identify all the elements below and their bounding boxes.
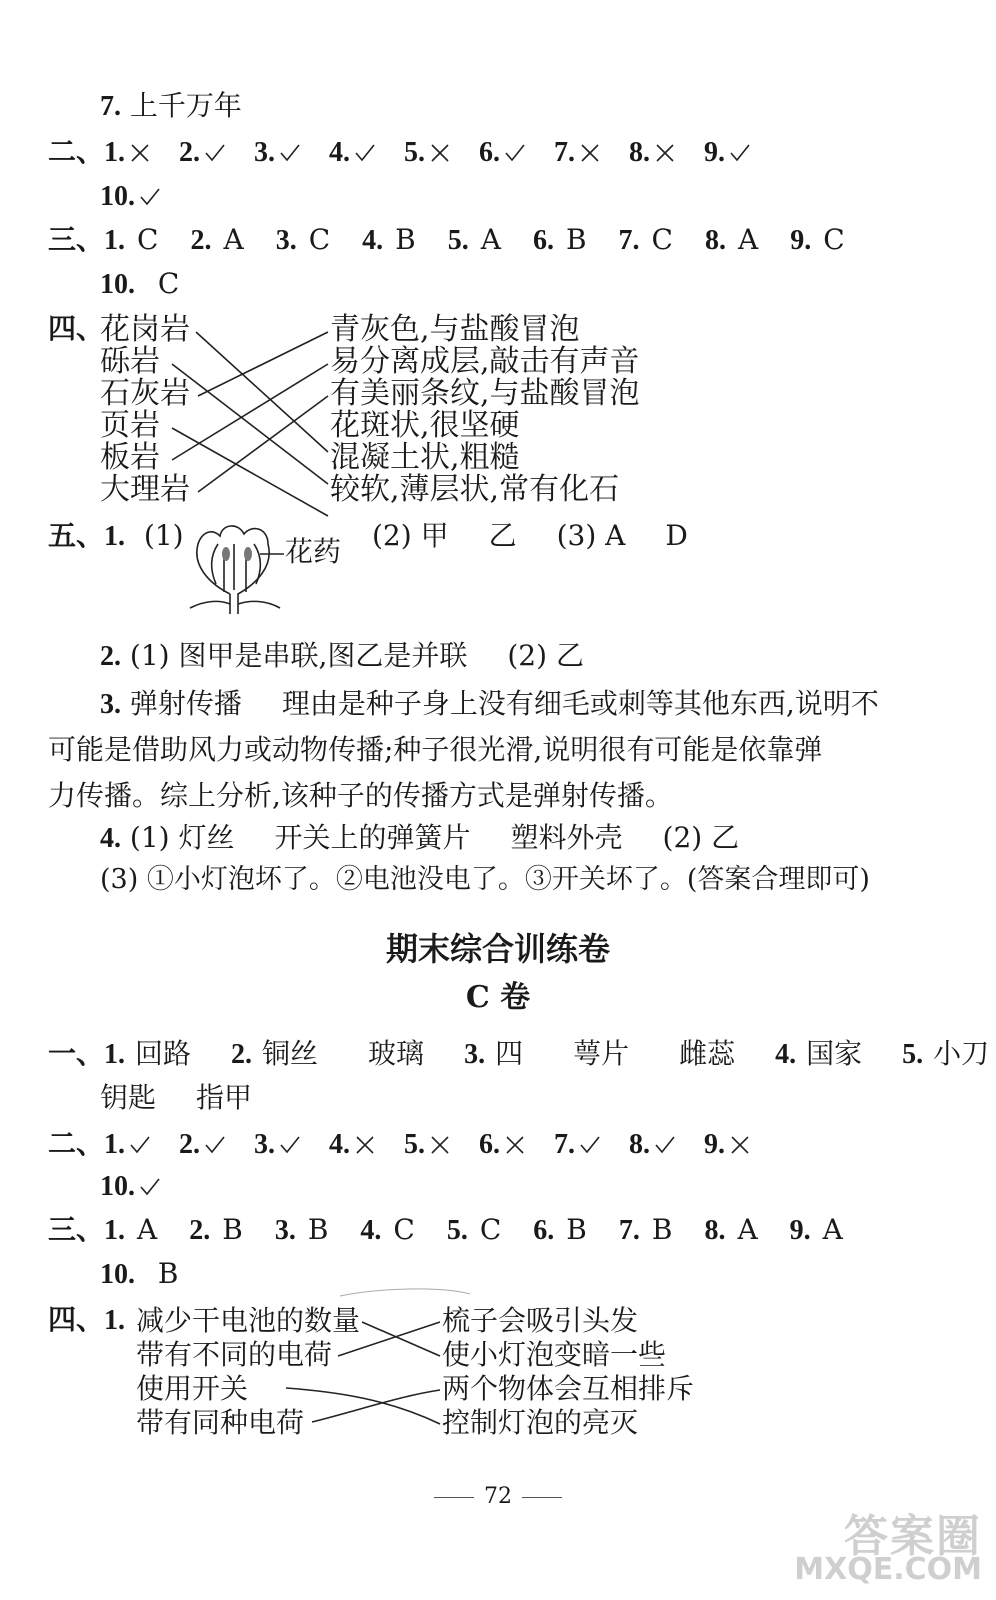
item-number: 7. <box>554 137 576 168</box>
exam-subtitle: C 卷 <box>465 980 531 1015</box>
choice-answer: B <box>222 1213 243 1246</box>
fill-answer: 铜丝 <box>262 1037 319 1070</box>
page-number: 72 <box>0 1484 996 1509</box>
watermark-logo: 答案圈 MXQE.COM <box>794 1511 982 1587</box>
item-number: 2. <box>179 137 201 168</box>
answer-text: 上千万年 <box>129 89 242 122</box>
fill-answer: 玻璃 <box>368 1037 425 1070</box>
choice-answer: A <box>223 223 244 256</box>
section-5-q4-line2: (3) ①小灯泡坏了。②电池没电了。③开关坏了。(答案合理即可) <box>100 864 870 895</box>
section-label: 四、 <box>48 314 105 345</box>
item-number: 9. <box>704 1129 726 1160</box>
effect-item: 两个物体会互相排斥 <box>442 1372 695 1405</box>
item-number: 3. <box>464 1039 486 1070</box>
item-number: 5. <box>404 1129 426 1160</box>
item-number: 1. <box>104 1039 126 1070</box>
item-number: 9. <box>704 137 726 168</box>
section-5-q2: 2. (1) 图甲是串联,图乙是并联 (2) 乙 <box>100 639 584 672</box>
fill-answer: 雌蕊 <box>679 1037 736 1070</box>
choice-answer: A <box>737 1213 758 1246</box>
choice-answer: A <box>137 1213 158 1246</box>
item-number: 4. <box>362 225 384 256</box>
choice-answer: B <box>395 223 416 256</box>
item-number: 3. <box>275 225 297 256</box>
choice-answer: C <box>651 223 673 256</box>
match-line <box>362 1322 440 1356</box>
cause-item: 带有同种电荷 <box>136 1406 305 1439</box>
cause-item: 使用开关 <box>136 1372 249 1405</box>
match-line <box>338 1322 440 1356</box>
item-number: 1. <box>104 137 126 168</box>
section-5-q3-line2: 可能是借助风力或动物传播;种子很光滑,说明很有可能是依靠弹 <box>48 733 823 766</box>
section-5-q1: 五、1. (1) <box>48 519 184 552</box>
section-label: 二、 <box>48 1129 105 1160</box>
rock-item: 石灰岩 <box>100 376 190 411</box>
item-number: 4. <box>329 1129 351 1160</box>
effect-item: 控制灯泡的亮灭 <box>442 1406 639 1439</box>
answer-line-7: 7. 上千万年 <box>100 89 242 122</box>
fill-answer: 国家 <box>806 1037 863 1070</box>
choice-answer: A <box>737 223 759 256</box>
fill-answer: 萼片 <box>573 1037 630 1070</box>
item-number: 9. <box>789 1215 811 1246</box>
item-number: 7. <box>554 1129 576 1160</box>
exam-title: 期末综合训练卷 <box>385 930 610 968</box>
section-5-q3-line1: 3. 弹射传播 理由是种子身上没有细毛或刺等其他东西,说明不 <box>100 687 879 720</box>
choice-answer: C <box>393 1213 415 1246</box>
choice-answer: A <box>480 223 501 256</box>
item-number: 7. <box>618 1215 640 1246</box>
choice-answer: B <box>566 1213 587 1246</box>
exam-section-3-last: 10. B <box>100 1257 179 1290</box>
choice-answer: A <box>822 1213 843 1246</box>
item-number: 5. <box>404 137 426 168</box>
item-number: 3. <box>274 1215 296 1246</box>
item-number: 2. <box>231 1039 253 1070</box>
section-label: 五、 <box>48 521 105 552</box>
section-3-last: 10. C <box>100 267 180 300</box>
rock-item: 板岩 <box>100 440 160 475</box>
rock-item: 砾岩 <box>100 344 160 379</box>
fill-answer: 四 <box>495 1037 524 1070</box>
item-number: 6. <box>479 1129 501 1160</box>
exam-section-1-line2: 钥匙 指甲 <box>100 1081 253 1114</box>
item-number: 2. <box>179 1129 201 1160</box>
exam-section-4-label: 四、1. <box>48 1305 126 1336</box>
section-label: 三、 <box>48 1215 105 1246</box>
item-number: 1. <box>104 225 126 256</box>
section-5-q3-line3: 力传播。综上分析,该种子的传播方式是弹射传播。 <box>48 779 673 812</box>
feature-item: 易分离成层,敲击有声音 <box>330 344 640 379</box>
exam-section-2-last: 10. <box>100 1168 167 1205</box>
item-number: 3. <box>254 1129 276 1160</box>
choice-answer: B <box>307 1213 329 1246</box>
item-number: 2. <box>190 225 212 256</box>
feature-item: 有美丽条纹,与盐酸冒泡 <box>330 376 640 411</box>
item-number: 6. <box>533 1215 555 1246</box>
rock-item: 花岗岩 <box>100 312 190 347</box>
feature-item: 青灰色,与盐酸冒泡 <box>330 312 580 347</box>
feature-item: 混凝土状,粗糙 <box>330 440 520 475</box>
choice-answer: C <box>479 1213 502 1246</box>
section-label: 三、 <box>48 225 105 256</box>
section-label: 一、 <box>48 1039 105 1070</box>
cause-item: 带有不同的电荷 <box>136 1338 333 1371</box>
choice-answer: B <box>565 223 587 256</box>
item-number: 8. <box>704 225 726 256</box>
choice-answer: C <box>823 223 845 256</box>
item-number: 8. <box>704 1215 726 1246</box>
item-number: 4. <box>329 137 351 168</box>
feature-item: 较软,薄层状,常有化石 <box>330 472 620 507</box>
item-number: 3. <box>254 137 276 168</box>
fill-answer: 小刀 <box>933 1037 990 1070</box>
item-number: 1. <box>104 1215 126 1246</box>
item-number: 8. <box>629 1129 651 1160</box>
item-number: 5. <box>447 225 469 256</box>
section-label: 二、 <box>48 137 105 168</box>
choice-answer: B <box>651 1213 673 1246</box>
rock-item: 页岩 <box>100 408 160 443</box>
flower-label: 花药 <box>285 535 342 568</box>
item-number: 5. <box>902 1039 924 1070</box>
item-number: 7. <box>618 225 640 256</box>
item-number: 8. <box>629 137 651 168</box>
rock-item: 大理岩 <box>100 472 190 507</box>
match-line <box>286 1388 440 1424</box>
item-number: 5. <box>446 1215 468 1246</box>
section-5-q1-answers: (2) 甲 乙 (3) A D <box>372 519 688 552</box>
cause-item: 减少干电池的数量 <box>136 1304 361 1337</box>
item-number: 6. <box>479 137 501 168</box>
item-number: 9. <box>790 225 812 256</box>
fill-answer: 回路 <box>135 1037 192 1070</box>
section-2-last: 10. <box>100 178 167 215</box>
choice-answer: C <box>137 223 159 256</box>
item-number: 2. <box>189 1215 211 1246</box>
item-number: 1. <box>104 1129 126 1160</box>
item-number: 6. <box>532 225 554 256</box>
item-number: 4. <box>775 1039 797 1070</box>
choice-answer: C <box>308 223 331 256</box>
section-5-q4-line1: 4. (1) 灯丝 开关上的弹簧片 塑料外壳 (2) 乙 <box>100 821 740 854</box>
feature-item: 花斑状,很坚硬 <box>330 408 520 443</box>
item-number: 4. <box>360 1215 382 1246</box>
effect-item: 梳子会吸引头发 <box>442 1304 639 1337</box>
match-line <box>312 1390 440 1422</box>
effect-item: 使小灯泡变暗一些 <box>442 1338 667 1371</box>
